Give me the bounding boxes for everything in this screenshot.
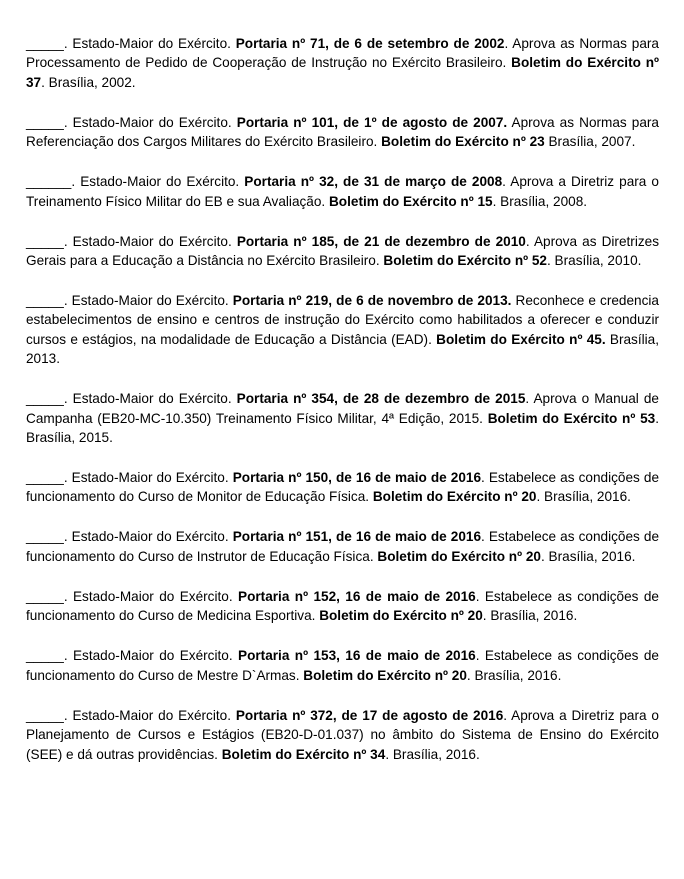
place-year: . Brasília, 2016. [466, 667, 562, 683]
description: Aprova as Normas para Referenciação dos Cargos Militares do Exército Brasileiro. [26, 114, 659, 150]
reference-entry [26, 527, 659, 566]
author-text: . Estado-Maior do Exército. [63, 529, 233, 545]
reference-entry [26, 172, 659, 211]
reference-entry [26, 706, 659, 764]
boletim-ref: Boletim do Exército nº 15 [328, 193, 493, 209]
reference-entry [26, 232, 659, 271]
author-text: . Estado-Maior do Exército. [63, 391, 237, 407]
author-blank: _____ [26, 36, 64, 51]
boletim-ref: Boletim do Exército nº 20 [319, 608, 483, 624]
author-blank: _____ [26, 470, 64, 486]
portaria-title: Portaria nº 372, de 17 de agosto de 2016 [235, 707, 504, 723]
description: . Aprova a Diretriz para o Planejamento de Cursos e Estágios (EB20-D-01.037) no âmbito do Sistema de Ensino do Exército (SEE) e dá outras providências. [26, 707, 659, 762]
author-text: . Estado-Maior do Exército. [63, 233, 237, 249]
reference-entry [26, 468, 659, 507]
place-year: Brasília, 2007. [544, 134, 636, 150]
boletim-ref: Boletim do Exército nº 20 [303, 667, 467, 683]
portaria-title: Portaria nº 32, de 31 de março de 2008 [244, 174, 503, 190]
portaria-title: Portaria nº 152, 16 de maio de 2016 [238, 588, 476, 604]
boletim-ref: Boletim do Exército nº 20 [372, 489, 537, 505]
portaria-title: Portaria nº 185, de 21 de dezembro de 2010 [236, 233, 526, 249]
reference-entry [26, 291, 659, 369]
description: . Estabelece as condições de funcionamento do Curso de Mestre D`Armas. [26, 648, 659, 683]
reference-entry [26, 113, 659, 152]
description: . Estabelece as condições de funcionamento do Curso de Medicina Esportiva. [26, 588, 659, 624]
boletim-ref: Boletim do Exército nº 23 [381, 134, 545, 150]
place-year: . Brasília, 2016. [385, 746, 480, 762]
author-text: . Estado-Maior do Exército. [63, 114, 237, 130]
reference-entry [26, 34, 659, 92]
author-blank: _____ [26, 529, 64, 545]
boletim-ref: Boletim do Exército nº 45. [436, 331, 606, 347]
author-text: . Estado-Maior do Exército. [63, 36, 236, 51]
description: . Aprova as Normas para Processamento de Pedido de Cooperação de Instrução no Exército Brasileiro. [26, 36, 659, 71]
reference-entry [26, 389, 659, 447]
portaria-title: Portaria nº 101, de 1º de agosto de 2007. [236, 114, 508, 130]
boletim-ref: Boletim do Exército nº 37 [26, 55, 659, 90]
place-year: . Brasília, 2015. [26, 410, 659, 446]
portaria-title: Portaria nº 151, de 16 de maio de 2016 [232, 529, 482, 545]
portaria-title: Portaria nº 71, de 6 de setembro de 2002 [235, 36, 505, 51]
author-blank: ______ [26, 174, 72, 190]
author-text: . Estado-Maior do Exército. [63, 707, 236, 723]
description: Reconhece e credencia estabelecimentos de ensino e centros de instrução do Exército como habilitados a oferecer e conduzir cursos e estágios, na modalidade de Educação a Distância (EAD). [26, 293, 659, 347]
portaria-title: Portaria nº 150, de 16 de maio de 2016 [232, 470, 482, 486]
description: . Aprova a Diretriz para o Treinamento Físico Militar do EB e sua Avaliação. [26, 174, 659, 209]
author-blank: _____ [26, 588, 64, 604]
description: . Aprova o Manual de Campanha (EB20-MC-10.350) Treinamento Físico Militar, 4ª Edição, 2015. [26, 391, 659, 426]
reference-entry [26, 646, 659, 685]
boletim-ref: Boletim do Exército nº 52 [383, 253, 547, 269]
portaria-title: Portaria nº 354, de 28 de dezembro de 2015 [236, 391, 526, 407]
place-year: Brasília, 2013. [26, 331, 660, 367]
boletim-ref: Boletim do Exército nº 20 [377, 548, 541, 564]
portaria-title: Portaria nº 219, de 6 de novembro de 2013. [232, 293, 512, 309]
author-blank: _____ [26, 707, 64, 723]
author-blank: _____ [26, 293, 64, 309]
place-year: . Brasília, 2008. [492, 193, 588, 209]
place-year: . Brasília, 2002. [41, 74, 136, 90]
boletim-ref: Boletim do Exército nº 53 [487, 410, 656, 426]
description: . Estabelece as condições de funcionamento do Curso de Instrutor de Educação Física. [26, 529, 659, 564]
author-text: . Estado-Maior do Exército. [63, 588, 239, 604]
author-blank: _____ [26, 391, 64, 407]
author-blank: _____ [26, 648, 64, 664]
place-year: . Brasília, 2010. [547, 253, 642, 269]
place-year: . Brasília, 2016. [536, 489, 631, 505]
author-blank: _____ [26, 233, 64, 249]
author-blank: _____ [26, 114, 64, 130]
place-year: . Brasília, 2016. [540, 548, 636, 564]
portaria-title: Portaria nº 153, 16 de maio de 2016 [238, 648, 476, 664]
place-year: . Brasília, 2016. [482, 608, 578, 624]
boletim-ref: Boletim do Exército nº 34 [221, 746, 386, 762]
description: . Estabelece as condições de funcionamento do Curso de Monitor de Educação Física. [26, 470, 659, 505]
reference-entry [26, 587, 659, 626]
author-text: . Estado-Maior do Exército. [71, 174, 245, 190]
author-text: . Estado-Maior do Exército. [63, 648, 239, 664]
author-text: . Estado-Maior do Exército. [63, 470, 233, 486]
author-text: . Estado-Maior do Exército. [63, 293, 233, 309]
description: . Aprova as Diretrizes Gerais para a Educação a Distância no Exército Brasileiro. [26, 233, 659, 269]
